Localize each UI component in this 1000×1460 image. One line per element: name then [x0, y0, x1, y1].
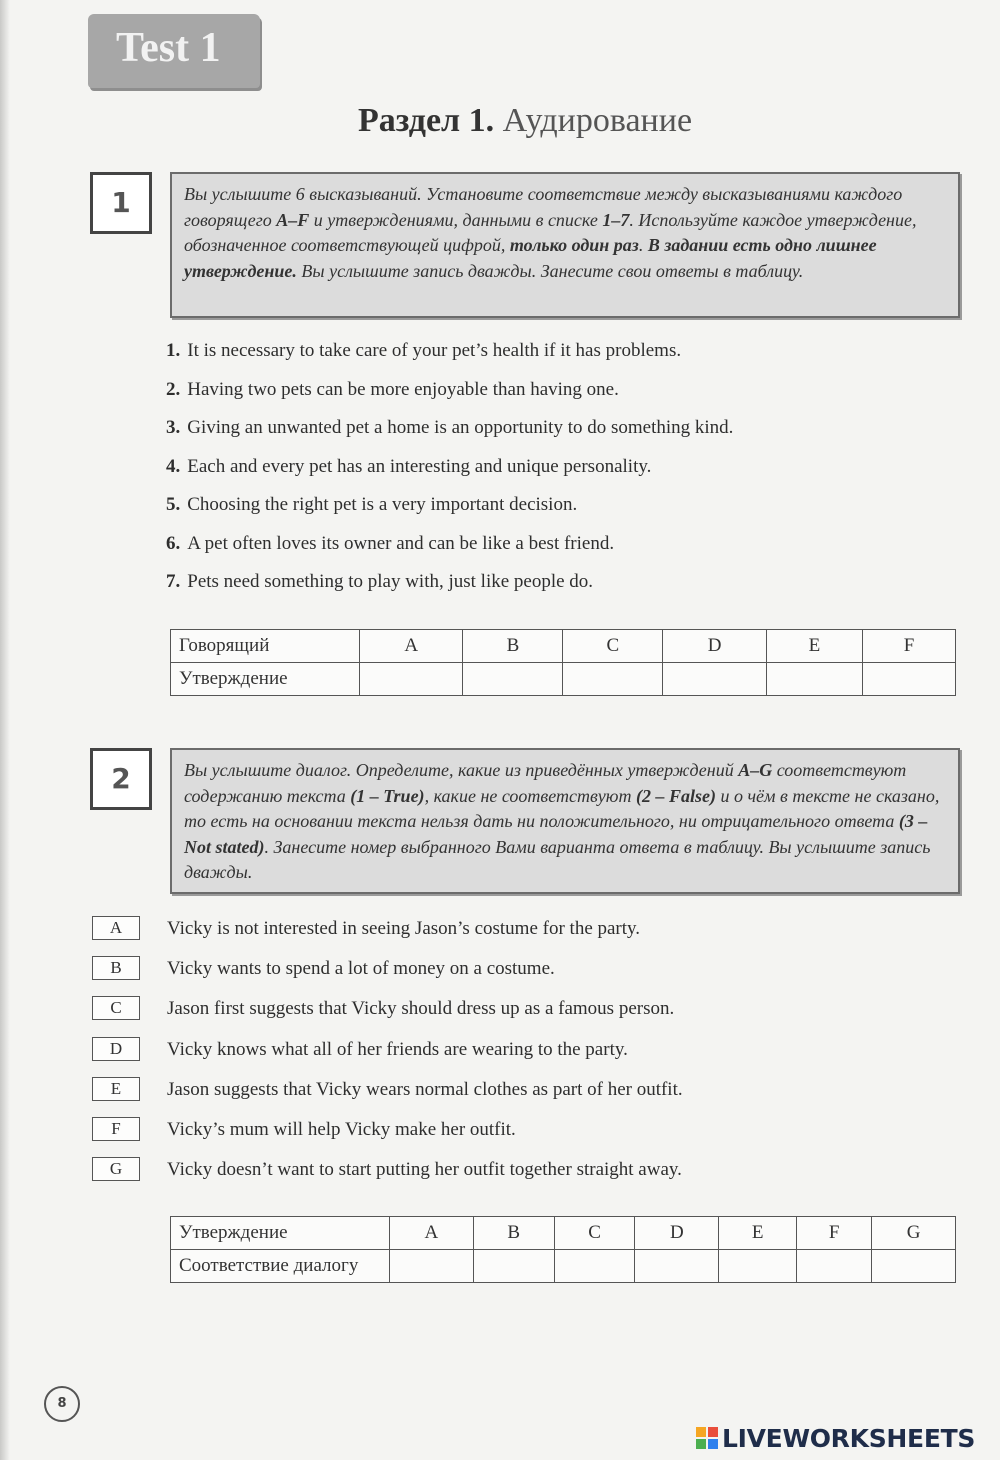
speaker-letter: F: [863, 630, 956, 663]
instruction-text: Вы услышите 6 высказываний. Установите соответствие между высказываниями каждого говорящего: [184, 184, 903, 230]
instruction-text: . Используйте каждое утверждение, обозначенное соответствующей цифрой,: [184, 209, 917, 255]
watermark-text: LIVEWORKSHEETS: [722, 1424, 976, 1453]
statement-letter: B: [92, 956, 140, 980]
statement-text: Pets need something to play with, just like people do.: [187, 571, 594, 592]
table-row: [171, 1217, 956, 1250]
statement-text: Jason first suggests that Vicky should dress up as a famous person.: [167, 998, 675, 1019]
speaker-letter: A: [360, 630, 463, 663]
instruction-bold: В задании есть одно лишнее утверждение.: [184, 235, 877, 281]
instruction-bold: только один раз: [509, 235, 639, 255]
statement-number: 2.: [166, 378, 181, 400]
answer-cell[interactable]: [473, 1250, 554, 1283]
answer-cell[interactable]: [635, 1250, 719, 1283]
instruction-text: . Занесите номер выбранного Вами варианта ответа в таблицу. Вы услышите запись дважды.: [184, 836, 931, 882]
task-1-statement-list: [166, 340, 733, 610]
table-row: [171, 1250, 956, 1283]
statement-letter: A: [390, 1217, 474, 1250]
statement-number: 5.: [166, 494, 181, 515]
statement-text: Vicky is not interested in seeing Jason’s costume for the party.: [167, 918, 641, 939]
instruction-bold: A–G: [738, 760, 773, 780]
task-1-answer-table: [170, 629, 956, 696]
liveworksheets-logo-icon: [696, 1427, 718, 1449]
answer-cell[interactable]: [797, 1250, 872, 1283]
statement-number: 1.: [166, 340, 181, 361]
instruction-bold: (2 – False): [635, 785, 716, 806]
answer-cell[interactable]: [554, 1250, 635, 1283]
answer-cell[interactable]: [390, 1250, 474, 1283]
instruction-text: Вы услышите запись дважды. Занесите свои ответы в таблицу.: [296, 260, 804, 281]
instruction-text: и утверждениями, данными в списке: [309, 209, 603, 230]
statement-letter: D: [92, 1037, 140, 1061]
statement-text: A pet often loves its owner and can be like a best friend.: [187, 532, 615, 554]
answer-cell[interactable]: [863, 663, 956, 696]
statement-text: Jason suggests that Vicky wears normal clothes as part of her outfit.: [167, 1079, 683, 1100]
statement-letter: F: [92, 1117, 140, 1141]
list-item: [166, 379, 733, 418]
speaker-letter: D: [663, 630, 766, 663]
statement-text: Vicky wants to spend a lot of money on a costume.: [167, 958, 555, 979]
row-header: Утверждение: [171, 1217, 390, 1250]
statement-number: 3.: [166, 417, 181, 438]
statement-letter: C: [92, 996, 140, 1020]
statement-text: Having two pets can be more enjoyable than having one.: [187, 378, 619, 400]
test-tab: [88, 14, 260, 88]
statement-text: Vicky’s mum will help Vicky make her outfit.: [167, 1119, 516, 1140]
statement-letter: B: [473, 1217, 554, 1250]
instruction-bold: A–F: [276, 209, 310, 230]
answer-cell[interactable]: [360, 663, 463, 696]
test-label: Test 1: [116, 25, 221, 71]
section-number: Раздел 1.: [357, 102, 495, 139]
statement-number: 6.: [166, 532, 181, 554]
answer-cell[interactable]: [563, 663, 663, 696]
instruction-text: .: [638, 235, 648, 255]
task-2-answer-table: [170, 1216, 956, 1283]
section-name: Аудирование: [502, 102, 693, 139]
answer-cell[interactable]: [663, 663, 766, 696]
task-2-number: 2: [90, 748, 152, 810]
statement-number: 4.: [166, 455, 181, 477]
statement-text: Choosing the right pet is a very important decision.: [187, 494, 578, 515]
instruction-text: Вы услышите диалог. Определите, какие из приведённых утверждений: [184, 760, 739, 780]
speaker-letter: C: [563, 630, 663, 663]
statement-letter: F: [797, 1217, 872, 1250]
instruction-text: соответствуют содержанию текста: [184, 760, 907, 806]
speaker-letter: B: [463, 630, 563, 663]
statement-text: Giving an unwanted pet a home is an opportunity to do something kind.: [187, 417, 734, 438]
task-1-instruction: [170, 172, 960, 318]
row-header: Говорящий: [171, 630, 360, 663]
statement-number: 7.: [166, 571, 181, 592]
task-2-instruction: [170, 748, 960, 894]
task-1-number: 1: [90, 172, 152, 234]
instruction-bold: (1 – True): [350, 785, 425, 806]
statement-letter: E: [719, 1217, 797, 1250]
row-header: Соответствие диалогу: [171, 1250, 390, 1283]
statement-text: Vicky knows what all of her friends are wearing to the party.: [167, 1039, 628, 1060]
page-edge-shadow: [0, 0, 10, 1460]
table-row: [171, 630, 956, 663]
list-item: [166, 456, 733, 495]
instruction-text: , какие не соответствуют: [424, 785, 636, 806]
statement-text: It is necessary to take care of your pet’s health if it has problems.: [187, 340, 682, 361]
list-item: [166, 417, 733, 456]
answer-cell[interactable]: [463, 663, 563, 696]
instruction-bold: (3 – Not stated): [184, 811, 928, 857]
list-item: [166, 340, 733, 379]
instruction-bold: 1–7: [602, 209, 630, 230]
list-item: [166, 494, 733, 533]
statement-letter: A: [92, 916, 140, 940]
page-number: 8: [44, 1386, 80, 1422]
table-row: [171, 663, 956, 696]
list-item: [166, 571, 733, 610]
statement-text: Vicky doesn’t want to start putting her outfit together straight away.: [167, 1159, 682, 1180]
answer-cell[interactable]: [872, 1250, 956, 1283]
list-item: [166, 533, 733, 572]
statement-letter: E: [92, 1077, 140, 1101]
speaker-letter: E: [766, 630, 862, 663]
statement-letter: D: [635, 1217, 719, 1250]
row-header: Утверждение: [171, 663, 360, 696]
answer-cell[interactable]: [766, 663, 862, 696]
statement-text: Each and every pet has an interesting and unique personality.: [187, 455, 652, 477]
statement-letter: C: [554, 1217, 635, 1250]
answer-cell[interactable]: [719, 1250, 797, 1283]
statement-letter: G: [872, 1217, 956, 1250]
instruction-text: и о чём в тексте не сказано, то есть на основании текста нельзя дать ни положительного, ни отрицательного ответа: [184, 785, 940, 831]
statement-letter: G: [92, 1157, 140, 1181]
section-title: [0, 102, 1000, 140]
